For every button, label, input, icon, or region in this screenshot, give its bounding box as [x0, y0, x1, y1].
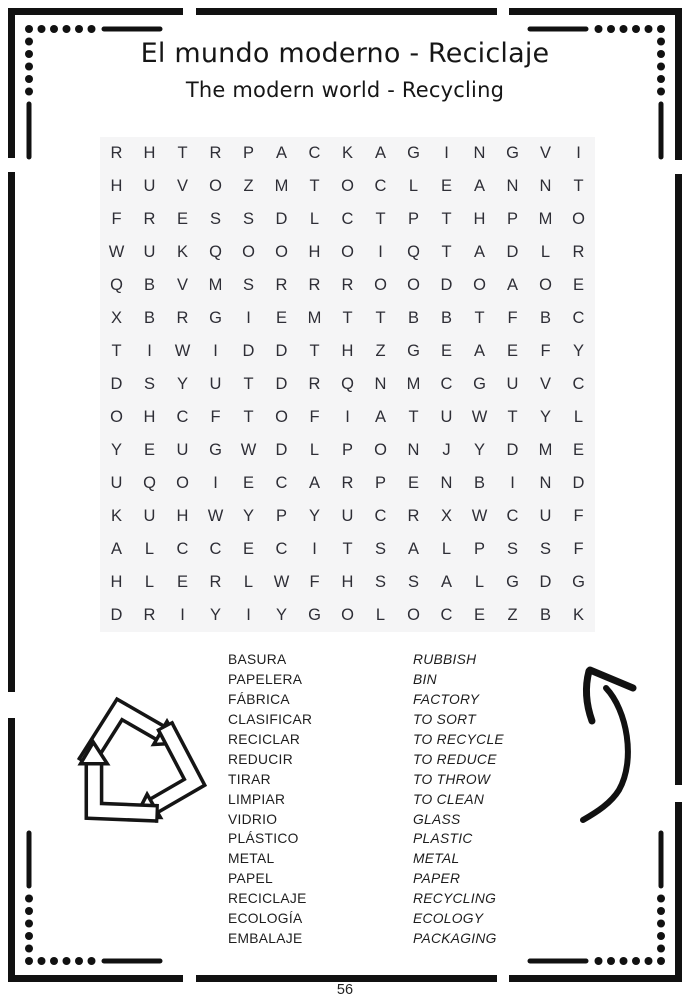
header — [0, 38, 690, 102]
word-english: PACKAGING — [413, 930, 497, 946]
grid-cell: I — [444, 144, 449, 162]
word-english: TO CLEAN — [413, 791, 485, 807]
grid-cell: S — [374, 540, 386, 558]
grid-cell: X — [110, 309, 122, 327]
grid-cell: E — [176, 573, 188, 591]
grid-cell: T — [111, 342, 122, 360]
grid-cell: T — [441, 210, 452, 228]
grid-cell: L — [375, 606, 386, 624]
grid-cell: M — [538, 441, 553, 459]
word-row — [228, 928, 504, 948]
grid-cell: E — [473, 606, 485, 624]
grid-cell: G — [506, 144, 519, 162]
grid-cell: R — [110, 144, 123, 162]
grid-cell: G — [506, 573, 519, 591]
word-spanish: VIDRIO — [228, 811, 278, 827]
grid-cell: E — [275, 309, 287, 327]
grid-cell: B — [143, 276, 155, 294]
word-row — [228, 789, 504, 809]
wordsearch-grid — [100, 137, 595, 632]
grid-cell: Q — [143, 474, 156, 492]
grid-cell: P — [407, 210, 419, 228]
page-title-spanish: El mundo moderno - Reciclaje — [140, 38, 550, 69]
word-spanish: BASURA — [228, 652, 287, 668]
word-row — [228, 829, 504, 849]
word-spanish: ECOLOGÍA — [228, 911, 303, 927]
word-english: RUBBISH — [413, 652, 477, 668]
grid-cell: G — [407, 144, 420, 162]
word-english: PLASTIC — [413, 831, 473, 847]
grid-cell: Y — [275, 606, 287, 624]
grid-cell: M — [406, 375, 421, 393]
grid-cell: O — [539, 276, 552, 294]
grid-cell: R — [275, 276, 288, 294]
grid-cell: Z — [507, 606, 518, 624]
grid-cell: U — [143, 243, 156, 261]
grid-cell: Y — [209, 606, 221, 624]
grid-cell: O — [341, 177, 354, 195]
grid-cell: U — [176, 441, 189, 459]
grid-cell: T — [573, 177, 584, 195]
grid-cell: C — [275, 474, 288, 492]
grid-cell: W — [207, 507, 224, 525]
grid-cell: T — [474, 309, 485, 327]
grid-cell: E — [176, 210, 188, 228]
grid-cell: R — [143, 210, 156, 228]
grid-cell: A — [440, 573, 452, 591]
grid-cell: R — [341, 474, 354, 492]
grid-cell: G — [407, 342, 420, 360]
grid-cell: R — [209, 144, 222, 162]
grid-cell: D — [110, 375, 123, 393]
grid-cell: O — [242, 243, 255, 261]
grid-cell: D — [275, 375, 288, 393]
grid-cell: F — [111, 210, 122, 228]
grid-cell: Q — [110, 276, 123, 294]
grid-cell: P — [242, 144, 254, 162]
grid-cell: A — [473, 177, 485, 195]
grid-cell: F — [309, 573, 320, 591]
grid-cell: W — [471, 507, 488, 525]
curved-arrow-icon — [563, 655, 655, 827]
word-row — [228, 809, 504, 829]
word-spanish: FÁBRICA — [228, 692, 290, 708]
grid-cell: A — [110, 540, 122, 558]
grid-cell: D — [242, 342, 255, 360]
grid-cell: I — [147, 342, 152, 360]
grid-cell: S — [242, 210, 254, 228]
grid-cell: I — [312, 540, 317, 558]
page-title-english: The modern world - Recycling — [185, 78, 505, 102]
grid-cell: B — [143, 309, 155, 327]
grid-cell: D — [506, 441, 519, 459]
grid-cell: I — [378, 243, 383, 261]
grid-cell: U — [539, 507, 552, 525]
grid-cell: U — [341, 507, 354, 525]
grid-cell: F — [573, 540, 584, 558]
grid-cell: R — [308, 375, 321, 393]
grid-cell: T — [441, 243, 452, 261]
grid-cell: D — [440, 276, 453, 294]
grid-cell: C — [374, 177, 387, 195]
word-row — [228, 690, 504, 710]
grid-cell: A — [473, 342, 485, 360]
grid-cell: T — [375, 210, 386, 228]
word-spanish: PAPELERA — [228, 672, 303, 688]
grid-cell: O — [572, 210, 585, 228]
word-row — [228, 889, 504, 909]
grid-cell: D — [539, 573, 552, 591]
word-spanish: PLÁSTICO — [228, 831, 299, 847]
grid-cell: T — [243, 375, 254, 393]
word-spanish: CLASIFICAR — [228, 712, 313, 728]
grid-cell: A — [473, 243, 485, 261]
grid-cell: F — [540, 342, 551, 360]
grid-cell: R — [209, 573, 222, 591]
grid-cell: I — [246, 606, 251, 624]
word-row — [228, 749, 504, 769]
grid-cell: N — [440, 474, 453, 492]
grid-cell: L — [408, 177, 419, 195]
grid-cell: D — [275, 441, 288, 459]
grid-cell: L — [540, 243, 551, 261]
grid-cell: C — [341, 210, 354, 228]
grid-cell: I — [213, 342, 218, 360]
grid-cell: D — [572, 474, 585, 492]
grid-cell: B — [539, 606, 551, 624]
grid-cell: M — [208, 276, 223, 294]
grid-cell: T — [342, 540, 353, 558]
grid-cell: P — [473, 540, 485, 558]
grid-cell: T — [309, 177, 320, 195]
grid-cell: Y — [473, 441, 485, 459]
grid-cell: E — [440, 177, 452, 195]
word-row — [228, 909, 504, 929]
grid-cell: W — [108, 243, 125, 261]
grid-cell: C — [572, 309, 585, 327]
grid-cell: Z — [375, 342, 386, 360]
grid-cell: T — [243, 408, 254, 426]
grid-cell: T — [177, 144, 188, 162]
grid-cell: U — [209, 375, 222, 393]
grid-cell: U — [143, 507, 156, 525]
word-list — [228, 650, 504, 948]
grid-cell: I — [180, 606, 185, 624]
grid-cell: U — [506, 375, 519, 393]
grid-cell: O — [275, 408, 288, 426]
grid-cell: C — [440, 375, 453, 393]
grid-cell: Q — [341, 375, 354, 393]
word-spanish: REDUCIR — [228, 751, 293, 767]
word-english: METAL — [413, 851, 460, 867]
grid-cell: G — [209, 441, 222, 459]
word-spanish: RECICLAR — [228, 732, 301, 747]
grid-cell: O — [473, 276, 486, 294]
grid-cell: T — [507, 408, 518, 426]
grid-cell: Z — [243, 177, 254, 195]
word-row — [228, 730, 504, 750]
grid-cell: Y — [110, 441, 122, 459]
grid-cell: L — [474, 573, 485, 591]
word-english: GLASS — [413, 811, 461, 827]
grid-cell: A — [374, 144, 386, 162]
grid-cell: S — [143, 375, 155, 393]
word-spanish: PAPEL — [228, 871, 273, 887]
grid-cell: S — [242, 276, 254, 294]
grid-cell: Y — [572, 342, 584, 360]
grid-cell: U — [110, 474, 123, 492]
word-row — [228, 869, 504, 889]
word-row — [228, 710, 504, 730]
grid-cell: S — [539, 540, 551, 558]
grid-cell: O — [209, 177, 222, 195]
grid-cell: N — [374, 375, 387, 393]
grid-cell: B — [539, 309, 551, 327]
grid-cell: E — [572, 441, 584, 459]
grid-cell: J — [442, 441, 451, 459]
grid-cell: W — [240, 441, 257, 459]
grid-cell: G — [473, 375, 486, 393]
grid-cell: P — [506, 210, 518, 228]
grid-cell: A — [275, 144, 287, 162]
grid-cell: L — [309, 441, 320, 459]
grid-cell: O — [374, 441, 387, 459]
grid-cell: L — [573, 408, 584, 426]
grid-cell: T — [309, 342, 320, 360]
grid-cell: B — [407, 309, 419, 327]
grid-cell: F — [507, 309, 518, 327]
grid-cell: H — [308, 243, 321, 261]
grid-cell: Q — [407, 243, 420, 261]
grid-cell: F — [573, 507, 584, 525]
grid-cell: S — [209, 210, 221, 228]
grid-cell: M — [307, 309, 322, 327]
grid-cell: P — [374, 474, 386, 492]
grid-cell: H — [341, 573, 354, 591]
grid-cell: W — [273, 573, 290, 591]
grid-cell: H — [110, 177, 123, 195]
grid-cell: C — [308, 144, 321, 162]
grid-cell: Y — [242, 507, 254, 525]
grid-cell: E — [242, 474, 254, 492]
grid-cell: H — [110, 573, 123, 591]
word-english: TO SORT — [413, 712, 476, 728]
grid-cell: L — [144, 573, 155, 591]
word-row — [228, 849, 504, 869]
grid-cell: K — [572, 606, 584, 624]
grid-cell: A — [308, 474, 320, 492]
grid-cell: N — [539, 177, 552, 195]
grid-cell: Y — [308, 507, 320, 525]
word-english: PAPER — [413, 871, 461, 887]
grid-cell: C — [572, 375, 585, 393]
grid-cell: A — [407, 540, 419, 558]
grid-cell: C — [275, 540, 288, 558]
grid-cell: Y — [176, 375, 188, 393]
grid-cell: Q — [209, 243, 222, 261]
grid-cell: P — [275, 507, 287, 525]
grid-cell: B — [473, 474, 485, 492]
grid-cell: O — [407, 276, 420, 294]
grid-cell: H — [143, 408, 156, 426]
grid-cell: T — [408, 408, 419, 426]
grid-cell: H — [473, 210, 486, 228]
grid-cell: P — [341, 441, 353, 459]
grid-cell: H — [341, 342, 354, 360]
word-english: TO REDUCE — [413, 751, 497, 767]
grid-cell: O — [341, 606, 354, 624]
grid-cell: S — [506, 540, 518, 558]
grid-cell: F — [309, 408, 320, 426]
grid-cell: N — [539, 474, 552, 492]
grid-cell: G — [572, 573, 585, 591]
word-english: TO RECYCLE — [413, 732, 504, 747]
grid-cell: I — [246, 309, 251, 327]
grid-cell: U — [143, 177, 156, 195]
grid-cell: E — [440, 342, 452, 360]
grid-cell: B — [440, 309, 452, 327]
grid-cell: R — [572, 243, 585, 261]
word-english: FACTORY — [413, 692, 480, 708]
grid-cell: U — [440, 408, 453, 426]
grid-cell: L — [144, 540, 155, 558]
grid-cell: V — [539, 375, 551, 393]
word-row — [228, 769, 504, 789]
grid-cell: R — [176, 309, 189, 327]
grid-cell: N — [407, 441, 420, 459]
grid-cell: E — [572, 276, 584, 294]
word-spanish: LIMPIAR — [228, 791, 286, 807]
grid-cell: D — [110, 606, 123, 624]
grid-cell: R — [341, 276, 354, 294]
word-row — [228, 670, 504, 690]
grid-cell: E — [242, 540, 254, 558]
grid-cell: V — [176, 177, 188, 195]
grid-cell: C — [176, 540, 189, 558]
grid-cell: A — [506, 276, 518, 294]
word-english: ECOLOGY — [413, 911, 484, 927]
grid-cell: A — [374, 408, 386, 426]
grid-cell: C — [209, 540, 222, 558]
word-english: TO THROW — [413, 771, 491, 787]
grid-cell: O — [341, 243, 354, 261]
grid-cell: X — [440, 507, 452, 525]
grid-cell: K — [176, 243, 188, 261]
grid-cell: N — [473, 144, 486, 162]
grid-cell: I — [576, 144, 581, 162]
grid-cell: E — [143, 441, 155, 459]
grid-cell: R — [407, 507, 420, 525]
page-number: 56 — [336, 982, 354, 998]
word-spanish: TIRAR — [228, 771, 271, 787]
grid-cell: K — [110, 507, 122, 525]
grid-cell: O — [407, 606, 420, 624]
grid-cell: H — [176, 507, 189, 525]
grid-cell: D — [275, 342, 288, 360]
grid-cell: G — [308, 606, 321, 624]
grid-cell: L — [309, 210, 320, 228]
grid-cell: C — [176, 408, 189, 426]
grid-cell: O — [374, 276, 387, 294]
word-spanish: METAL — [228, 851, 275, 867]
recycling-icon — [55, 689, 217, 846]
grid-cell: L — [243, 573, 254, 591]
grid-cell: O — [275, 243, 288, 261]
grid-cell: V — [176, 276, 188, 294]
grid-cell: D — [275, 210, 288, 228]
grid-cell: W — [174, 342, 191, 360]
grid-cell: T — [342, 309, 353, 327]
grid-cell: C — [440, 606, 453, 624]
grid-cell: M — [538, 210, 553, 228]
grid-cell: W — [471, 408, 488, 426]
grid-cell: H — [143, 144, 156, 162]
grid-cell: E — [407, 474, 419, 492]
grid-cell: Y — [539, 408, 551, 426]
grid-cell: I — [510, 474, 515, 492]
grid-cell: R — [143, 606, 156, 624]
grid-cell: S — [407, 573, 419, 591]
grid-cell: I — [213, 474, 218, 492]
grid-cell: L — [441, 540, 452, 558]
grid-cell: M — [274, 177, 289, 195]
word-spanish: EMBALAJE — [228, 930, 303, 946]
word-english: RECYCLING — [413, 891, 497, 907]
grid-cell: G — [209, 309, 222, 327]
grid-cell: E — [506, 342, 518, 360]
grid-cell: N — [506, 177, 519, 195]
word-row — [228, 650, 504, 670]
grid-cell: C — [506, 507, 519, 525]
grid-cell: T — [375, 309, 386, 327]
grid-cell: R — [308, 276, 321, 294]
word-spanish: RECICLAJE — [228, 891, 307, 907]
grid-cell: F — [210, 408, 221, 426]
grid-cell: O — [176, 474, 189, 492]
grid-cell: V — [539, 144, 551, 162]
grid-cell: I — [345, 408, 350, 426]
grid-cell: K — [341, 144, 353, 162]
grid-cell: O — [110, 408, 123, 426]
grid-cell: D — [506, 243, 519, 261]
grid-cell: S — [374, 573, 386, 591]
word-english: BIN — [413, 672, 437, 688]
grid-cell: C — [374, 507, 387, 525]
